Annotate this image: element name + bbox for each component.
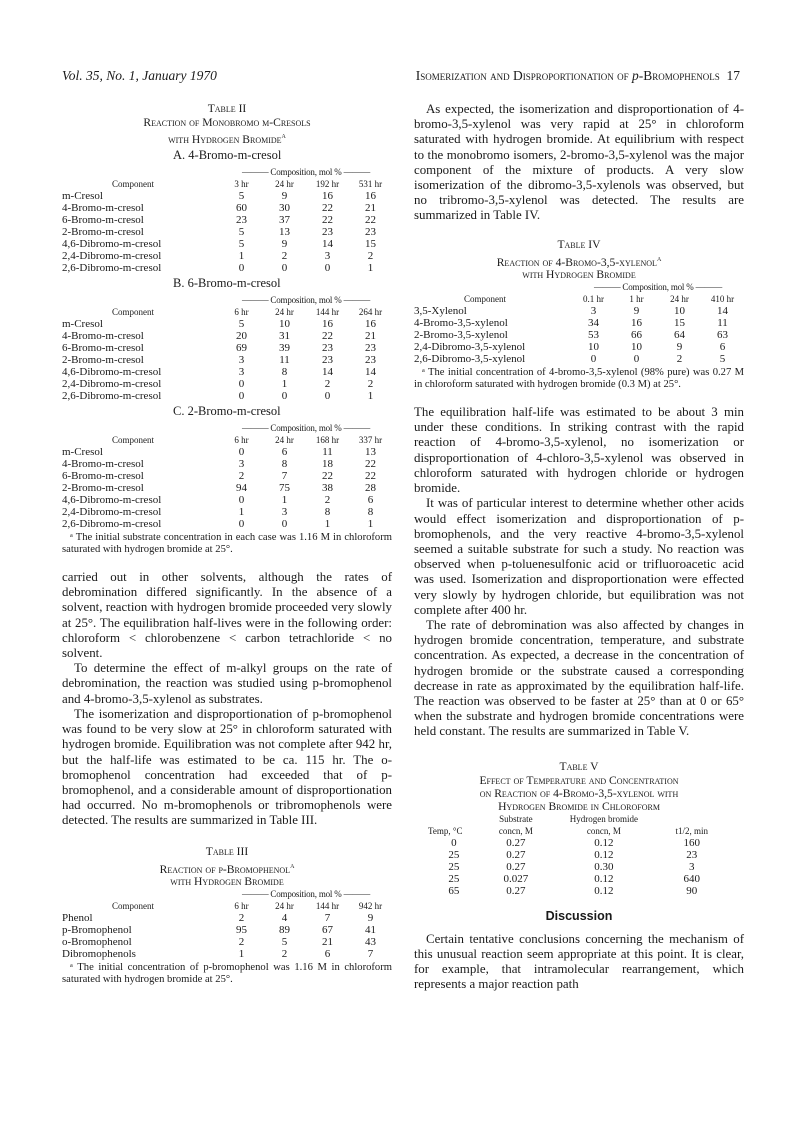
data-table — [62, 422, 392, 530]
column-header: Component — [112, 901, 154, 912]
paragraph: The isomerization and disproportionation of p-bromophenol was found to be very slow at 25° in chloroform saturated with hydrogen bromide. Equilibration was not complete after 942 hr, but the half-life was estimated to be ca. 115 hr. The o-bromophenol concentration had exceeded that of p-bromophenol, and a considerable amount of disproportionation had occurred. No m-bromophenols or tribromophenols were detected. The results are summarized in Table III. — [62, 706, 392, 828]
table-row — [62, 238, 392, 250]
table-row — [62, 330, 392, 342]
table-cell: 6 — [367, 494, 374, 507]
table-cell: 0 — [238, 446, 245, 459]
table-row — [62, 202, 392, 214]
table-cell: 0.27 — [506, 884, 526, 897]
table-cell: 11 — [717, 317, 728, 330]
column-header: 6 hr — [234, 901, 249, 912]
table-row — [62, 948, 392, 960]
table-cell: 14 — [322, 238, 333, 251]
table-cell: 1 — [281, 494, 288, 507]
row-label: 4-Bromo-m-cresol — [62, 202, 144, 215]
table-label: Table III — [205, 844, 249, 858]
paragraph: The rate of debromination was also affected by changes in hydrogen bromide concentration, temperature, and substrate concentration. As expected, a decrease in the concentration of hydrogen bromide or the substrate caused a corresponding decrease in rate as approximated by the equilibration half-life. The reaction was observed to be faster at 25° than at 0 or 65° when the substrate and hydrogen bromide concentrations were held constant. The results are summarized in Table V. — [414, 617, 744, 739]
table-cell: 53 — [588, 329, 599, 342]
column-header: 24 hr — [275, 179, 294, 190]
row-label: 2,4-Dibromo-m-cresol — [62, 250, 162, 263]
column-header: 337 hr — [358, 435, 383, 446]
column-header: 144 hr — [315, 901, 340, 912]
column-header: 3 hr — [234, 179, 249, 190]
table-row — [62, 518, 392, 530]
table-cell: 1 — [281, 378, 288, 391]
table-cell: 0 — [324, 390, 331, 403]
table-cell: 10 — [279, 318, 290, 331]
table-row — [414, 305, 744, 317]
column-header: t1/2, min — [675, 825, 709, 836]
table-cell: 8 — [281, 458, 288, 471]
table-cell: 0 — [281, 518, 288, 531]
table-cell: 0.12 — [594, 884, 614, 897]
table-cell: 1 — [238, 506, 245, 519]
column-header: concn, M — [498, 825, 533, 836]
paragraph: The equilibration half-life was estimated to be about 3 min under these conditions. In striking contrast with the rapid reaction of 4-bromo-3,5-xylenol, no isomerization or disproportionation of 4-chloro-3,5-xylenol was observed in chloroform saturated with hydrogen chloride or hydrogen bromide. — [414, 405, 744, 496]
table-cell: 15 — [674, 317, 685, 330]
row-label: 4-Bromo-m-cresol — [62, 458, 144, 471]
section-heading: Discussion — [545, 908, 613, 923]
table-cell: 22 — [322, 330, 333, 343]
column-header: 144 hr — [315, 307, 340, 318]
table-title: Reaction of p-Bromophenol$^a$ — [159, 860, 295, 876]
table-row — [62, 262, 392, 274]
table-cell: 1 — [367, 518, 374, 531]
table-cell: 10 — [674, 305, 685, 318]
data-table — [62, 294, 392, 402]
row-label: 3,5-Xylenol — [414, 305, 467, 318]
table-cell: 23 — [365, 226, 376, 239]
table-row — [428, 849, 728, 861]
row-label: 2,6-Dibromo-m-cresol — [62, 262, 162, 275]
table-row — [414, 317, 744, 329]
column-header: 192 hr — [315, 179, 340, 190]
table-cell: 5 — [238, 190, 245, 203]
table-cell: 89 — [279, 924, 290, 937]
table-row — [62, 342, 392, 354]
column-header: 24 hr — [275, 435, 294, 446]
table-cell: 67 — [322, 924, 333, 937]
table-cell: 18 — [322, 458, 333, 471]
table-cell: 0 — [281, 390, 288, 403]
column-header: 24 hr — [670, 294, 689, 305]
table-cell: 2 — [324, 494, 331, 507]
table-cell: 22 — [322, 202, 333, 215]
table-cell: 28 — [365, 482, 376, 495]
table-cell: 0 — [238, 378, 245, 391]
row-label: 2-Bromo-m-cresol — [62, 482, 144, 495]
table-cell: 94 — [236, 482, 247, 495]
table-cell: 3 — [590, 305, 597, 318]
row-label: 4-Bromo-3,5-xylenol — [414, 317, 508, 330]
table-subtitle: C. 2-Bromo-m-cresol — [173, 404, 281, 419]
row-label: Phenol — [62, 912, 93, 925]
row-label: m-Cresol — [62, 446, 103, 459]
table-title: Reaction of Monobromo m-Cresols — [143, 116, 311, 129]
page-number: 17 — [726, 68, 740, 83]
row-label: 4,6-Dibromo-m-cresol — [62, 366, 162, 379]
column-header: Component — [464, 294, 506, 305]
table-cell: 25 — [448, 848, 460, 861]
table-cell: 13 — [365, 446, 376, 459]
running-title: Isomerization and Disproportionation of p-Bromophenols 17 — [415, 68, 740, 83]
table-cell: 8 — [281, 366, 288, 379]
table-5: Substrate Hydrogen bromide Temp, °C concn, M concn, M t1/2, min 0 0.27 0.12 160 25 0.27 0.12 23 25 0.27 0.30 3 25 0.027 0.12 640 65 0.27 0.12 90 — [428, 813, 728, 897]
table-cell: 0 — [238, 262, 245, 275]
table-cell: 11 — [322, 446, 333, 459]
table-row — [62, 470, 392, 482]
column-header: 0.1 hr — [583, 294, 604, 305]
paragraph: As expected, the isomerization and disproportionation of 4-bromo-3,5-xylenol was very rapid at 25° in chloroform saturated with hydrogen bromide. At equilibrium with respect to the monobromo isomers, 2-bromo-3,5-xylenol was the major component of the mixture of products. A very slow isomerization of the dibromo-3,5-xylenols was observed, but no tribromo-3,5-xylenol was detected. The results are summarized in Table IV. — [414, 102, 744, 223]
table-cell: 5 — [719, 353, 726, 366]
table-cell: 6 — [281, 446, 288, 459]
table-cell: 2 — [238, 936, 245, 949]
table-body — [414, 281, 744, 365]
table-cell: 9 — [281, 190, 288, 203]
table-cell: 0.12 — [594, 836, 614, 849]
table-cell: 2 — [281, 250, 288, 263]
row-label: 2,4-Dibromo-m-cresol — [62, 506, 162, 519]
table-footnote: ᵃ The initial substrate concentration in each case was 1.16 M in chloroform saturated with hydrogen bromide at 25°. — [62, 532, 392, 556]
table-cell: 2 — [238, 912, 245, 925]
row-label: 2-Bromo-3,5-xylenol — [414, 329, 508, 342]
table-cell: 3 — [689, 860, 695, 873]
row-label: p-Bromophenol — [62, 924, 132, 937]
table-cell: 25 — [448, 872, 460, 885]
row-label: 2,6-Dibromo-m-cresol — [62, 518, 162, 531]
row-label: 2,4-Dibromo-3,5-xylenol — [414, 341, 526, 354]
table-row — [414, 341, 744, 353]
table-cell: 0.12 — [594, 848, 614, 861]
table-row — [62, 506, 392, 518]
table-row — [62, 936, 392, 948]
column-header: Temp, °C — [428, 825, 463, 836]
table-cell: 0 — [281, 262, 288, 275]
table-row — [62, 318, 392, 330]
table-cell: 14 — [365, 366, 376, 379]
table-cell: 1 — [238, 948, 245, 961]
row-label: 4,6-Dibromo-m-cresol — [62, 494, 162, 507]
table-row — [428, 837, 728, 849]
table-cell: 14 — [717, 305, 728, 318]
table-cell: 41 — [365, 924, 376, 937]
table-cell: 21 — [365, 330, 376, 343]
table-cell: 38 — [322, 482, 333, 495]
table-cell: 5 — [238, 318, 245, 331]
composition-header: ——— Composition, mol % ——— — [593, 282, 723, 293]
table-cell: 8 — [324, 506, 331, 519]
table-subtitle: B. 6-Bromo-m-cresol — [173, 276, 281, 291]
table-cell: 7 — [367, 948, 374, 961]
table-title: with Hydrogen Bromide — [522, 268, 636, 282]
composition-header: ——— Composition, mol % ——— — [241, 295, 371, 306]
row-label: 2-Bromo-m-cresol — [62, 226, 144, 239]
table-footnote: ᵃ The initial concentration of 4-bromo-3,5-xylenol (98% pure) was 0.27 M in chloroform saturated with hydrogen bromide (0.3 M) at 25°. — [414, 367, 744, 391]
table-cell: 8 — [367, 506, 374, 519]
table-subtitle: A. 4-Bromo-m-cresol — [173, 147, 282, 162]
table-cell: 13 — [279, 226, 290, 239]
table-row — [428, 885, 728, 897]
data-table — [62, 888, 392, 960]
table-cell: 22 — [322, 470, 333, 483]
table-cell: 25 — [448, 860, 460, 873]
table-row — [62, 446, 392, 458]
table-cell: 9 — [676, 341, 683, 354]
table-row — [62, 366, 392, 378]
data-table — [62, 166, 392, 274]
column-header: 24 hr — [275, 901, 294, 912]
table-cell: 0.27 — [506, 860, 526, 873]
table-row — [62, 354, 392, 366]
table-cell: 2 — [367, 250, 374, 263]
column-header: 24 hr — [275, 307, 294, 318]
column-header: 6 hr — [234, 307, 249, 318]
table-cell: 11 — [279, 354, 290, 367]
table-row — [428, 861, 728, 873]
table-section — [62, 148, 392, 274]
row-label: 2-Bromo-m-cresol — [62, 354, 144, 367]
table-cell: 3 — [238, 458, 245, 471]
table-cell: 90 — [686, 884, 698, 897]
table-title: Hydrogen Bromide in Chloroform — [498, 799, 660, 813]
column-header: 410 hr — [710, 294, 735, 305]
right-column — [414, 102, 744, 993]
table-cell: 3 — [238, 366, 245, 379]
table-cell: 0.027 — [503, 872, 529, 885]
table-cell: 22 — [365, 214, 376, 227]
table-cell: 7 — [324, 912, 331, 925]
table-cell: 0 — [324, 262, 331, 275]
table-cell: 2 — [324, 378, 331, 391]
table-cell: 0 — [238, 518, 245, 531]
column-header: 264 hr — [358, 307, 383, 318]
table-label: Table IV — [557, 237, 601, 251]
paragraph: It was of particular interest to determine whether other acids would effect isomerization and disproportionation of p-bromophenols, and the very reactive 4-bromo-3,5-xylenol seemed a suitable substrate for such a study. No reaction was observed when p-toluenesulfonic acid or trifluoroacetic acid was used. Isomerization and disproportionation were effected very slowly by hydrogen chloride, but equilibration was not complete after 400 hr. — [414, 496, 744, 617]
table-cell: 22 — [365, 470, 376, 483]
table-cell: 9 — [281, 238, 288, 251]
table-row — [62, 378, 392, 390]
table-cell: 0 — [633, 353, 640, 366]
table-cell: 75 — [279, 482, 290, 495]
column-header: 168 hr — [315, 435, 340, 446]
column-header: concn, M — [586, 825, 621, 836]
table-cell: 14 — [322, 366, 333, 379]
row-label: 4-Bromo-m-cresol — [62, 330, 144, 343]
table-cell: 22 — [322, 214, 333, 227]
table-row — [62, 390, 392, 402]
table-title: with Hydrogen Bromide — [170, 875, 284, 889]
column-header: 531 hr — [358, 179, 383, 190]
table-row — [62, 250, 392, 262]
table-row — [414, 329, 744, 341]
table-cell: 23 — [236, 214, 247, 227]
table-cell: 22 — [365, 458, 376, 471]
table-label: Table V — [559, 759, 599, 773]
table-cell: 65 — [448, 884, 460, 897]
journal-volume: Vol. 35, No. 1, January 1970 — [62, 68, 217, 83]
composition-header: ——— Composition, mol % ——— — [241, 889, 371, 900]
table-cell: 3 — [281, 506, 288, 519]
paragraph: Certain tentative conclusions concerning the mechanism of this unusual reaction seem appropriate at this point. It is clear, for example, that intramolecular rearrangement, which represents a major reaction path — [414, 931, 744, 992]
table-cell: 15 — [365, 238, 376, 251]
table-cell: 0.30 — [594, 860, 614, 873]
table-cell: 1 — [367, 262, 374, 275]
table-cell: 9 — [367, 912, 374, 925]
table-cell: 9 — [633, 305, 640, 318]
table-cell: 23 — [365, 342, 376, 355]
column-header: Component — [112, 307, 154, 318]
table-cell: 39 — [279, 342, 290, 355]
table-cell: 160 — [683, 836, 701, 849]
table-cell: 60 — [236, 202, 247, 215]
table-cell: 63 — [717, 329, 728, 342]
table-cell: 3 — [238, 354, 245, 367]
table-cell: 1 — [367, 390, 374, 403]
table-section — [62, 404, 392, 530]
table-row — [62, 458, 392, 470]
table-row — [62, 214, 392, 226]
table-cell: 66 — [631, 329, 642, 342]
table-title: on Reaction of 4-Bromo-3,5-xylenol with — [479, 786, 679, 800]
table-cell: 4 — [281, 912, 288, 925]
row-label: m-Cresol — [62, 190, 103, 203]
table-cell: 16 — [365, 190, 376, 203]
table-cell: 23 — [686, 848, 698, 861]
table-cell: 2 — [367, 378, 374, 391]
table-cell: 34 — [588, 317, 599, 330]
table-cell: 5 — [281, 936, 288, 949]
table-cell: 1 — [238, 250, 245, 263]
table-cell: 16 — [322, 190, 333, 203]
row-label: 2,4-Dibromo-m-cresol — [62, 378, 162, 391]
table-cell: 5 — [238, 238, 245, 251]
table-cell: 2 — [281, 948, 288, 961]
table-cell: 23 — [322, 226, 333, 239]
row-label: m-Cresol — [62, 318, 103, 331]
row-label: 2,6-Dibromo-m-cresol — [62, 390, 162, 403]
table-section — [62, 276, 392, 402]
table-cell: 0.27 — [506, 836, 526, 849]
table-cell: 0.27 — [506, 848, 526, 861]
table-row — [62, 482, 392, 494]
table-row — [62, 912, 392, 924]
table-row — [414, 353, 744, 365]
table-cell: 6 — [719, 341, 726, 354]
table-cell: 30 — [279, 202, 290, 215]
table-title: Effect of Temperature and Concentration — [479, 773, 679, 787]
row-label: 2,6-Dibromo-3,5-xylenol — [414, 353, 526, 366]
row-label: 6-Bromo-m-cresol — [62, 470, 144, 483]
row-label: 6-Bromo-m-cresol — [62, 214, 144, 227]
table-cell: 16 — [631, 317, 642, 330]
table-cell: 0 — [590, 353, 597, 366]
table-footnote: ᵃ The initial concentration of p-bromophenol was 1.16 M in chloroform saturated with hydrogen bromide at 25°. — [62, 962, 392, 986]
paragraph: To determine the effect of m-alkyl groups on the rate of debromination, the reaction was studied using p-bromophenol and 4-bromo-3,5-xylenol as substrates. — [62, 661, 392, 706]
table-row — [62, 190, 392, 202]
table-cell: 95 — [236, 924, 247, 937]
table-cell: 6 — [324, 948, 331, 961]
table-cell: 7 — [281, 470, 288, 483]
table-cell: 5 — [238, 226, 245, 239]
data-table — [414, 281, 744, 365]
left-column — [62, 102, 392, 986]
table-cell: 21 — [322, 936, 333, 949]
column-header: Component — [112, 435, 154, 446]
row-label: 6-Bromo-m-cresol — [62, 342, 144, 355]
table-cell: 10 — [588, 341, 599, 354]
table-cell: 1 — [324, 518, 331, 531]
column-header: 6 hr — [234, 435, 249, 446]
table-cell: 2 — [238, 470, 245, 483]
table-cell: 20 — [236, 330, 247, 343]
table-title: Reaction of 4-Bromo-3,5-xylenol$^a$ — [496, 253, 662, 269]
table-cell: 31 — [279, 330, 290, 343]
column-header: Component — [112, 179, 154, 190]
column-header: 942 hr — [358, 901, 383, 912]
paragraph: carried out in other solvents, although the rates of debromination differed significantly. In the absence of a solvent, reaction with hydrogen bromide proceeded very slowly at 25°. The equilibration half-lives were in the following order: chloroform < chlorobenzene < carbon tetrachloride < no solvent. — [62, 570, 392, 661]
table-cell: 43 — [365, 936, 376, 949]
table-cell: 23 — [322, 342, 333, 355]
table-body — [62, 888, 392, 960]
table-cell: 3 — [324, 250, 331, 263]
table-row — [62, 924, 392, 936]
table-label: Table II — [207, 102, 247, 115]
table-cell: 10 — [631, 341, 642, 354]
row-label: Dibromophenols — [62, 948, 136, 961]
table-cell: 16 — [322, 318, 333, 331]
table-cell: 0.12 — [594, 872, 614, 885]
table-cell: 37 — [279, 214, 290, 227]
table-row — [62, 494, 392, 506]
table-cell: 0 — [451, 836, 457, 849]
table-row — [62, 226, 392, 238]
composition-header: ——— Composition, mol % ——— — [241, 423, 371, 434]
table-cell: 640 — [683, 872, 701, 885]
table-title: with Hydrogen Bromide$^a$ — [168, 131, 286, 146]
table-cell: 2 — [676, 353, 683, 366]
composition-header: ——— Composition, mol % ——— — [241, 167, 371, 178]
column-header: 1 hr — [629, 294, 644, 305]
table-cell: 21 — [365, 202, 376, 215]
table-cell: 23 — [322, 354, 333, 367]
running-header — [62, 68, 740, 86]
table-cell: 69 — [236, 342, 247, 355]
table-cell: 64 — [674, 329, 685, 342]
table-cell: 16 — [365, 318, 376, 331]
table-row — [428, 873, 728, 885]
row-label: o-Bromophenol — [62, 936, 132, 949]
table-cell: 0 — [238, 390, 245, 403]
table-cell: 0 — [238, 494, 245, 507]
table-cell: 23 — [365, 354, 376, 367]
row-label: 4,6-Dibromo-m-cresol — [62, 238, 162, 251]
